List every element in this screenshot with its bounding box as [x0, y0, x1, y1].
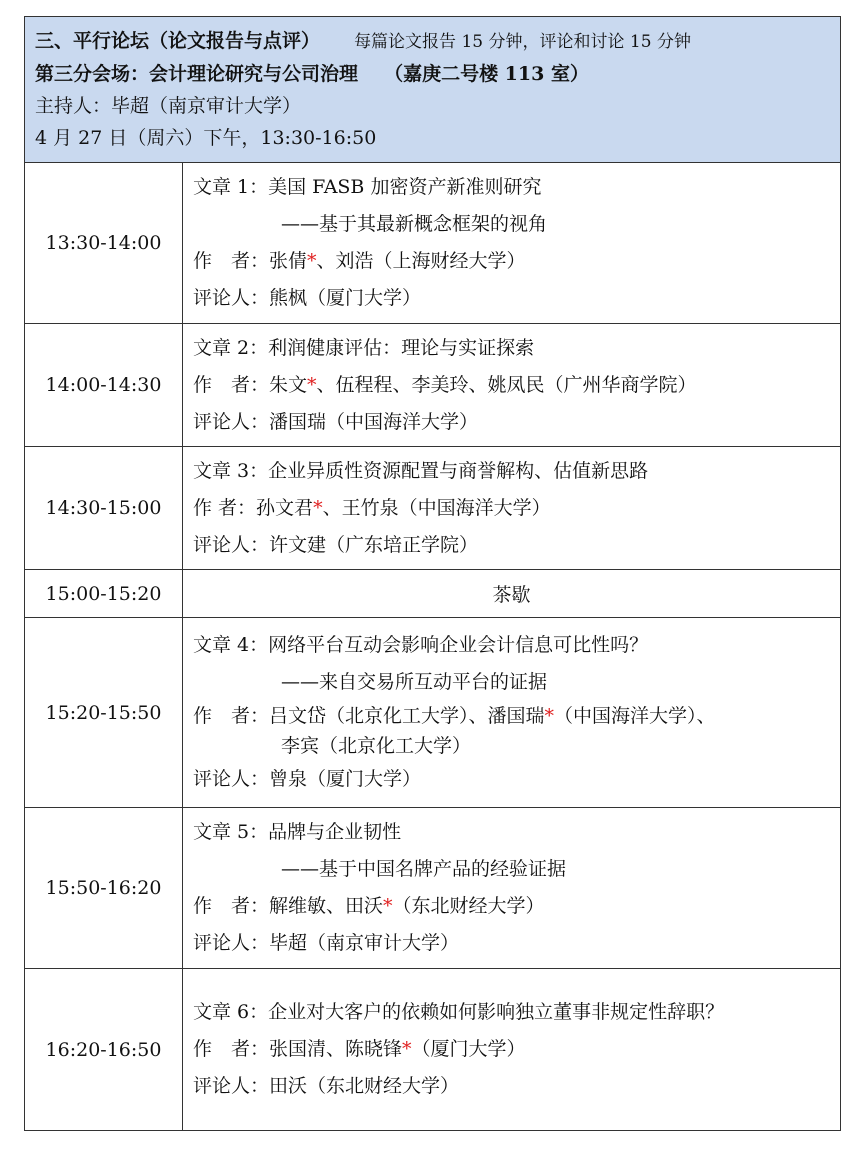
authors-line — [193, 490, 830, 527]
authors-prefix: 作 者： — [193, 895, 270, 917]
authors-line — [193, 701, 830, 731]
session-info — [183, 447, 841, 570]
reviewer-line: 评论人：田沃（东北财经大学） — [193, 1075, 460, 1097]
section-title: 三、平行论坛（论文报告与点评） — [35, 30, 321, 52]
reviewer-line: 评论人：曾泉（厦门大学） — [193, 768, 422, 790]
authors-prefix: 作 者： — [193, 250, 270, 272]
paper-subtitle: ——来自交易所互动平台的证据 — [281, 671, 548, 693]
co-authors: 、伍程程、李美玲、姚凤民（广州华商学院） — [316, 373, 697, 396]
co-authors: 、王竹泉（中国海洋大学） — [322, 496, 551, 519]
tea-break-label: 茶歇 — [183, 570, 841, 618]
schedule-table — [24, 16, 841, 1131]
authors-prefix: 作 者： — [193, 1038, 270, 1060]
paper-title: 文章 1：美国 FASB 加密资产新准则研究 — [193, 176, 542, 198]
co-authors: （厦门大学） — [411, 1038, 526, 1060]
datetime-line: 4 月 27 日（周六）下午，13:30-16:50 — [35, 127, 377, 149]
authors-line — [193, 367, 830, 404]
time-note: 每篇论文报告 15 分钟，评论和讨论 15 分钟 — [354, 32, 691, 52]
session-row — [25, 618, 841, 808]
session-time: 15:50-16:20 — [25, 808, 183, 969]
presenter-star-icon: * — [307, 373, 317, 396]
session-row — [25, 808, 841, 969]
authors-line — [193, 888, 830, 925]
host-line: 主持人：毕超（南京审计大学） — [35, 95, 302, 117]
paper-title: 文章 2：利润健康评估：理论与实证探索 — [193, 336, 535, 359]
session-time: 14:00-14:30 — [25, 324, 183, 447]
presenter-star-icon: * — [307, 250, 317, 272]
session-time: 13:30-14:00 — [25, 163, 183, 324]
tea-break-row — [25, 570, 841, 618]
reviewer-line: 评论人：熊枫（厦门大学） — [193, 287, 422, 309]
reviewer-line: 评论人：潘国瑞（中国海洋大学） — [193, 410, 479, 433]
co-authors: 、刘浩（上海财经大学） — [316, 250, 526, 272]
forum-header — [25, 17, 841, 163]
presenting-author: 朱文 — [269, 373, 308, 396]
authors-prefix: 作 者： — [193, 496, 257, 519]
paper-subtitle: ——基于中国名牌产品的经验证据 — [281, 858, 567, 880]
authors-line — [193, 1031, 830, 1068]
authors-line — [193, 243, 830, 280]
presenter-star-icon: * — [313, 496, 323, 519]
session-time: 15:20-15:50 — [25, 618, 183, 808]
co-authors: （中国海洋大学）、 — [554, 705, 716, 727]
paper-title: 文章 6：企业对大客户的依赖如何影响独立董事非规定性辞职？ — [193, 1001, 725, 1023]
session-row — [25, 969, 841, 1131]
reviewer-line: 评论人：许文建（广东培正学院） — [193, 533, 479, 556]
program-schedule — [24, 16, 840, 1131]
presenting-author: 解维敏、田沃 — [269, 895, 384, 917]
presenter-star-icon: * — [402, 1038, 412, 1060]
session-info — [183, 163, 841, 324]
paper-title: 文章 5：品牌与企业韧性 — [193, 821, 402, 843]
co-authors: （东北财经大学） — [392, 895, 545, 917]
paper-title: 文章 3：企业异质性资源配置与商誉解构、估值新思路 — [193, 459, 649, 482]
authors-prefix: 作 者： — [193, 373, 270, 396]
presenting-author: 张倩 — [269, 250, 308, 272]
paper-title: 文章 4：网络平台互动会影响企业会计信息可比性吗？ — [193, 634, 649, 656]
session-info — [183, 618, 841, 808]
session-info — [183, 324, 841, 447]
session-time: 16:20-16:50 — [25, 969, 183, 1131]
session-time: 14:30-15:00 — [25, 447, 183, 570]
section-title-line — [35, 25, 830, 58]
reviewer-line: 评论人：毕超（南京审计大学） — [193, 932, 460, 954]
paper-subtitle: ——基于其最新概念框架的视角 — [281, 213, 548, 235]
presenter-star-icon: * — [544, 705, 555, 727]
session-info — [183, 969, 841, 1131]
presenting-author: 孙文君 — [256, 496, 314, 519]
presenter-star-icon: * — [383, 895, 393, 917]
session-row — [25, 163, 841, 324]
presenting-author: 吕文岱（北京化工大学）、潘国瑞 — [269, 705, 545, 727]
room-label: （嘉庚二号楼 113 室） — [384, 63, 589, 85]
session-row — [25, 447, 841, 570]
authors-prefix: 作 者： — [193, 705, 270, 727]
authors-continuation: 李宾（北京化工大学） — [281, 735, 472, 757]
tea-break-time: 15:00-15:20 — [25, 570, 183, 618]
session-info — [183, 808, 841, 969]
presenting-author: 张国清、陈晓锋 — [269, 1038, 403, 1060]
session-row — [25, 324, 841, 447]
venue-line — [35, 58, 830, 90]
venue-title: 第三分会场：会计理论研究与公司治理 — [35, 63, 359, 85]
header-row — [25, 17, 841, 163]
